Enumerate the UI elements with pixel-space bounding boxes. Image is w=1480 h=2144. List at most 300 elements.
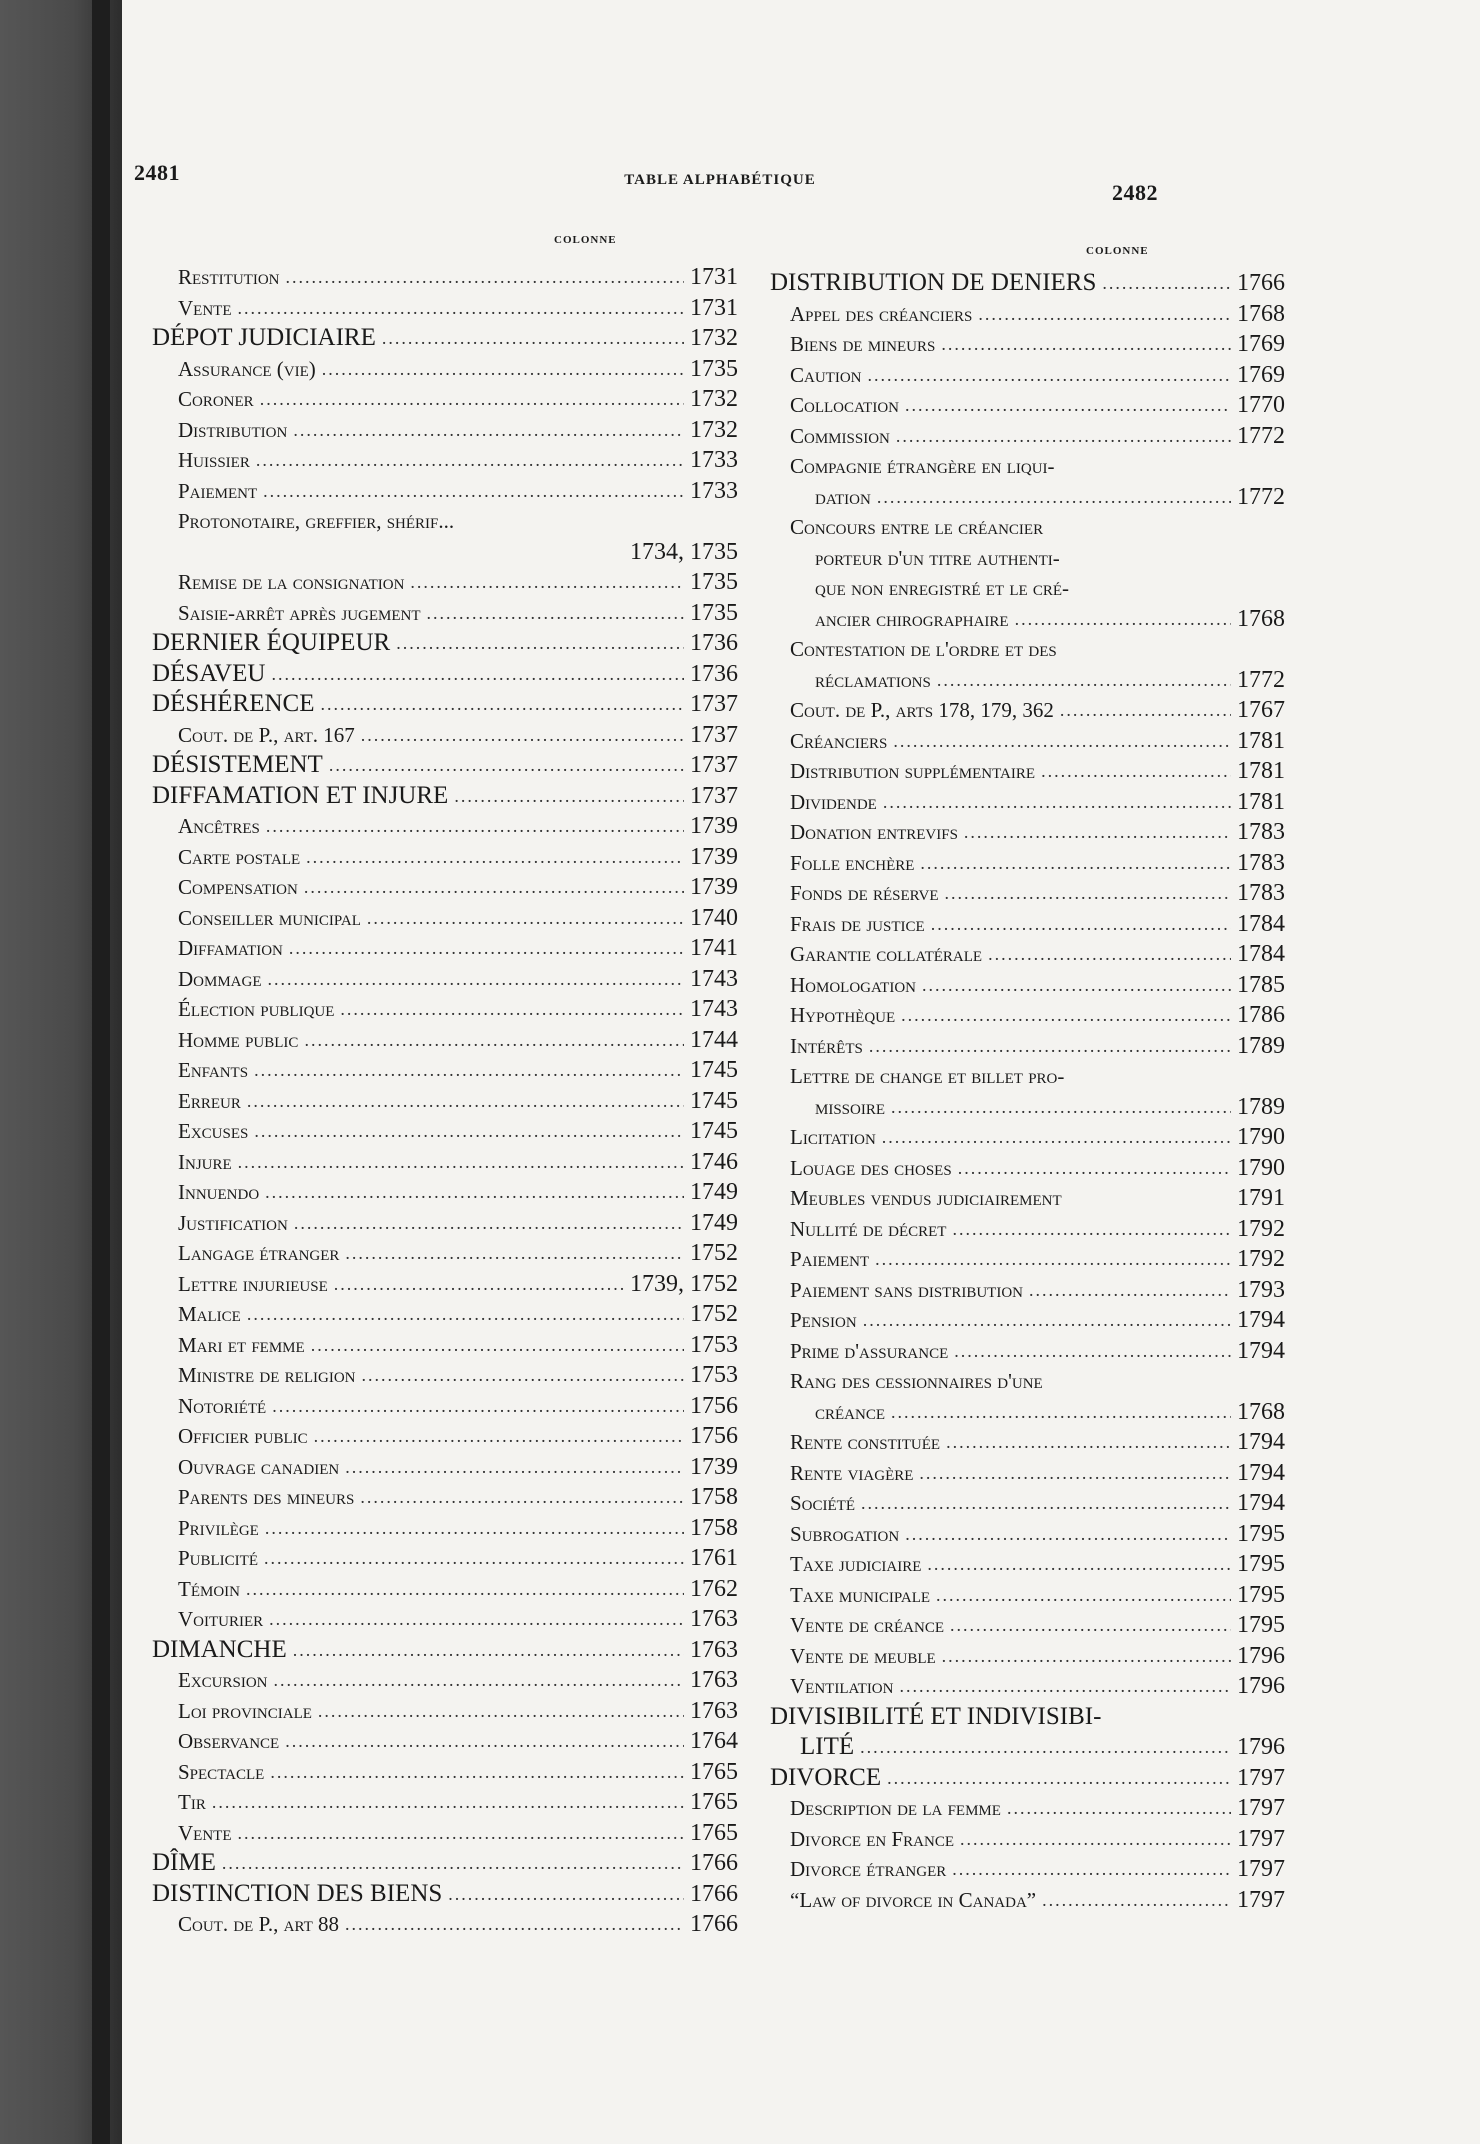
entry-column-number: 1783 [1237, 880, 1285, 906]
dot-leader [988, 939, 1231, 970]
entry-label: Voiturier [178, 1607, 264, 1631]
entry-column-number: 1797 [1237, 1825, 1285, 1852]
dot-leader [922, 970, 1231, 1001]
index-subentry [640, 1824, 1285, 1855]
entry-column-number: 1766 [690, 1880, 738, 1907]
dot-leader [919, 1458, 1231, 1489]
entry-label: Taxe judiciaire [790, 1552, 922, 1576]
entry-column-number: 1765 [690, 1758, 738, 1785]
dot-leader [868, 360, 1232, 391]
entry-column-number: 1737 [690, 691, 738, 717]
entry-column-number: 1745 [690, 1118, 738, 1144]
dot-leader [318, 1696, 684, 1727]
entry-column-number: 1784 [1237, 941, 1285, 967]
entry-column-number: 1739 [690, 1453, 738, 1480]
dot-leader [382, 323, 684, 354]
index-subentry [640, 909, 1285, 940]
index-subentry [640, 1305, 1285, 1336]
dot-leader [306, 842, 684, 873]
entry-label: Garantie collatérale [790, 942, 983, 966]
dot-leader [322, 354, 684, 385]
entry-column-number: 1734, 1735 [630, 538, 738, 565]
dot-leader [264, 1543, 684, 1574]
index-heading [640, 1763, 1285, 1794]
dot-leader [361, 1360, 684, 1391]
index-subentry [640, 1580, 1285, 1611]
entry-label: DISTINCTION DES BIENS [152, 1879, 443, 1907]
entry-label: DÉSHÉRENCE [152, 690, 315, 717]
dot-leader [263, 476, 684, 507]
dot-leader [270, 1757, 684, 1788]
index-subentry [640, 1031, 1285, 1062]
index-subentry [640, 451, 1285, 482]
entry-label: Dividende [790, 789, 877, 814]
dot-leader [978, 299, 1231, 330]
entry-label: Rente constituée [790, 1430, 941, 1454]
entry-label: Protonotaire, greffier, shérif... [178, 509, 455, 533]
dot-leader [360, 1482, 684, 1513]
entry-label: DÉSISTEMENT [152, 751, 323, 778]
entry-label: Collocation [790, 393, 899, 417]
entry-column-number: 1735 [690, 355, 738, 382]
index-subentry [640, 482, 1285, 513]
entry-label: DIVISIBILITÉ ET INDIVISIBI- [770, 1702, 1102, 1730]
entry-label: Louage des choses [790, 1155, 952, 1180]
entry-label: Mari et femme [178, 1332, 305, 1357]
entry-column-number: 1769 [1237, 331, 1285, 357]
entry-label: Langage étranger [178, 1241, 340, 1265]
dot-leader [265, 1177, 684, 1208]
dot-leader [340, 994, 684, 1025]
entry-label: Publicité [178, 1546, 258, 1570]
entry-label: Donation entrevifs [790, 820, 958, 844]
index-subentry [640, 939, 1285, 970]
entry-column-number: 1763 [690, 1606, 738, 1632]
entry-label: Concours entre le créancier [790, 515, 1044, 539]
index-subentry [640, 1885, 1285, 1916]
index-heading [640, 268, 1285, 299]
entry-label: Commission [790, 423, 890, 448]
entry-label: Tir [178, 1790, 206, 1814]
dot-leader [345, 1909, 684, 1940]
entry-label: DIVORCE [770, 1763, 882, 1791]
column-label-right: COLONNE [1086, 245, 1149, 257]
entry-column-number: 1736 [690, 660, 738, 687]
entry-column-number: 1753 [690, 1362, 738, 1388]
entry-column-number: 1791 [1237, 1185, 1285, 1211]
index-subentry [640, 299, 1285, 330]
entry-column-number: 1763 [690, 1667, 738, 1693]
dot-leader [246, 1574, 684, 1605]
dot-leader [293, 1635, 684, 1666]
entry-label: missoire [815, 1094, 886, 1119]
entry-label: DISTRIBUTION DE DENIERS [770, 269, 1097, 296]
entry-label: Licitation [790, 1125, 876, 1149]
index-subentry [640, 817, 1285, 848]
entry-label: Paiement [790, 1247, 870, 1271]
entry-column-number: 1794 [1237, 1337, 1285, 1364]
entry-column-number: 1731 [690, 294, 738, 321]
dot-leader [927, 1549, 1231, 1580]
entry-label: Huissier [178, 448, 250, 472]
index-subentry [640, 665, 1285, 696]
index-subentry [640, 878, 1285, 909]
entry-column-number: 1739, 1752 [630, 1270, 738, 1297]
index-subentry [640, 1214, 1285, 1245]
index-subentry [640, 1641, 1285, 1672]
entry-column-number: 1745 [690, 1087, 738, 1114]
entry-column-number: 1732 [690, 416, 738, 443]
entry-column-number: 1731 [690, 264, 738, 290]
entry-column-number: 1756 [690, 1423, 738, 1449]
entry-label: Diffamation [178, 936, 283, 960]
index-subentry [640, 848, 1285, 879]
index-heading [640, 1702, 1285, 1733]
dot-leader [268, 964, 684, 995]
entry-label: Créanciers [790, 728, 888, 753]
entry-label: Conseiller municipal [178, 905, 361, 930]
entry-column-number: 1769 [1237, 361, 1285, 388]
dot-leader [877, 482, 1231, 513]
entry-column-number: 1768 [1237, 300, 1285, 327]
entry-column-number: 1789 [1237, 1093, 1285, 1120]
entry-label: Vente [178, 295, 232, 320]
entry-label: Frais de justice [790, 911, 925, 936]
dot-leader [311, 1330, 684, 1361]
dot-leader [289, 933, 684, 964]
dot-leader [293, 415, 684, 446]
index-heading [640, 1732, 1285, 1763]
entry-column-number: 1740 [690, 904, 738, 931]
entry-label: créance [815, 1399, 886, 1424]
page-number-left: 2481 [134, 160, 180, 185]
dot-leader [286, 262, 685, 293]
dot-leader [905, 390, 1231, 421]
dot-leader [952, 1854, 1231, 1885]
index-subentry [640, 421, 1285, 452]
entry-label: Rang des cessionnaires d'une [790, 1369, 1043, 1393]
dot-leader [238, 1818, 685, 1849]
dot-leader [1102, 268, 1231, 299]
dot-leader [1041, 756, 1231, 787]
dot-leader [942, 1641, 1231, 1672]
entry-column-number: 1797 [1237, 1795, 1285, 1821]
entry-column-number: 1770 [1237, 392, 1285, 418]
entry-label: Remise de la consignation [178, 570, 405, 594]
entry-column-number: 1768 [1237, 605, 1285, 632]
entry-column-number: 1739 [690, 874, 738, 900]
index-subentry [640, 1549, 1285, 1580]
entry-column-number: 1796 [1237, 1734, 1285, 1760]
entry-label: Distribution supplémentaire [790, 759, 1036, 783]
entry-column-number: 1746 [690, 1148, 738, 1175]
entry-column-number: 1797 [1237, 1886, 1285, 1913]
dot-leader [238, 1147, 684, 1178]
entry-label: DÎME [152, 1849, 216, 1876]
entry-label: porteur d'un titre authenti- [815, 545, 1060, 570]
dot-leader [887, 1763, 1231, 1794]
entry-label: Erreur [178, 1088, 241, 1113]
dot-leader [891, 1397, 1231, 1428]
entry-label: DÉSAVEU [152, 659, 266, 687]
entry-column-number: 1743 [690, 965, 738, 992]
dot-leader [950, 1610, 1231, 1641]
entry-column-number: 1763 [690, 1697, 738, 1724]
entry-column-number: 1792 [1237, 1215, 1285, 1242]
index-subentry [640, 1458, 1285, 1489]
index-subentry [640, 1671, 1285, 1702]
entry-column-number: 1790 [1237, 1154, 1285, 1181]
entry-label: Intérêts [790, 1033, 863, 1058]
entry-label: Fonds de réserve [790, 881, 939, 905]
entry-label: Société [790, 1491, 855, 1515]
entry-column-number: 1794 [1237, 1490, 1285, 1516]
dot-leader [958, 1153, 1231, 1184]
dot-leader [212, 1787, 684, 1818]
dot-leader [321, 689, 685, 720]
dot-leader [254, 1116, 684, 1147]
dot-leader [294, 1208, 684, 1239]
entry-label: Paiement [178, 478, 258, 503]
index-subentry [640, 756, 1285, 787]
entry-column-number: 1766 [1237, 270, 1285, 296]
dot-leader [247, 1086, 684, 1117]
entry-label: Compagnie étrangère en liqui- [790, 454, 1055, 478]
entry-label: Notoriété [178, 1393, 267, 1418]
dot-leader [269, 1604, 684, 1635]
entry-label: Spectacle [178, 1759, 265, 1784]
dot-leader [905, 1519, 1231, 1550]
dot-leader [964, 817, 1231, 848]
entry-label: Caution [790, 362, 862, 387]
entry-column-number: 1797 [1237, 1764, 1285, 1791]
entry-column-number: 1756 [690, 1392, 738, 1419]
entry-column-number: 1794 [1237, 1307, 1285, 1333]
entry-label: Pension [790, 1308, 857, 1332]
entry-label: Taxe municipale [790, 1582, 931, 1607]
entry-label: Homologation [790, 972, 916, 997]
entry-label: DIFFAMATION ET INJURE [152, 781, 449, 809]
index-subentry [640, 360, 1285, 391]
page-number-right: 2482 [1112, 180, 1158, 205]
entry-column-number: 1772 [1237, 666, 1285, 693]
entry-label: Compensation [178, 875, 298, 899]
entry-column-number: 1763 [690, 1636, 738, 1663]
dot-leader [314, 1421, 684, 1452]
entry-column-number: 1785 [1237, 971, 1285, 998]
entry-label: Divorce en France [790, 1826, 955, 1851]
entry-column-number: 1739 [690, 843, 738, 870]
entry-column-number: 1737 [690, 782, 738, 809]
entry-column-number: 1762 [690, 1575, 738, 1602]
index-subentry [640, 1336, 1285, 1367]
entry-column-number: 1784 [1237, 910, 1285, 937]
dot-leader [266, 811, 684, 842]
dot-leader [954, 1336, 1231, 1367]
entry-label: Loi provinciale [178, 1698, 312, 1723]
entry-label: Vente de créance [790, 1613, 944, 1637]
entry-label: Parents des mineurs [178, 1485, 355, 1509]
index-subentry [640, 1061, 1285, 1092]
dot-leader [891, 1092, 1231, 1123]
entry-label: Assurance (vie) [178, 356, 316, 381]
index-subentry [640, 1000, 1285, 1031]
dot-leader [899, 1671, 1231, 1702]
entry-column-number: 1789 [1237, 1032, 1285, 1059]
entry-label: Hypothèque [790, 1003, 896, 1027]
index-subentry [640, 1092, 1285, 1123]
entry-label: Restitution [178, 265, 280, 289]
dot-leader [361, 720, 684, 751]
entry-label: Nullité de décret [790, 1216, 947, 1241]
dot-leader [875, 1244, 1231, 1275]
entry-column-number: 1795 [1237, 1551, 1285, 1577]
entry-label: Officier public [178, 1424, 308, 1448]
entry-column-number: 1749 [690, 1179, 738, 1205]
entry-label: Meubles vendus judiciairement [790, 1186, 1062, 1210]
dot-leader [893, 726, 1231, 757]
entry-label: Subrogation [790, 1521, 900, 1546]
entry-column-number: 1768 [1237, 1398, 1285, 1425]
dot-leader [1029, 1275, 1231, 1306]
entry-column-number: 1764 [690, 1728, 738, 1754]
entry-label: Malice [178, 1302, 241, 1326]
entry-column-number: 1741 [690, 935, 738, 961]
entry-column-number: 1795 [1237, 1612, 1285, 1638]
entry-column-number: 1749 [690, 1209, 738, 1236]
entry-column-number: 1783 [1237, 849, 1285, 876]
dot-leader [304, 1025, 684, 1056]
column-label-left: COLONNE [554, 234, 617, 246]
dot-leader [367, 903, 684, 934]
dot-leader [1042, 1885, 1231, 1916]
entry-column-number: 1772 [1237, 483, 1285, 510]
index-subentry [640, 1427, 1285, 1458]
entry-column-number: 1733 [690, 447, 738, 473]
dot-leader [271, 659, 684, 690]
entry-label: réclamations [815, 667, 931, 692]
entry-column-number: 1745 [690, 1057, 738, 1083]
entry-column-number: 1752 [690, 1240, 738, 1266]
index-subentry [640, 329, 1285, 360]
entry-column-number: 1752 [690, 1301, 738, 1327]
dot-leader [222, 1848, 684, 1879]
dot-leader [345, 1452, 684, 1483]
index-subentry [640, 970, 1285, 1001]
entry-column-number: 1790 [1237, 1124, 1285, 1150]
dot-leader [329, 750, 684, 781]
dot-leader [334, 1269, 624, 1300]
entry-column-number: 1737 [690, 752, 738, 778]
entry-label: que non enregistré et le cré- [815, 576, 1070, 600]
dot-leader [861, 1488, 1231, 1519]
index-subentry [640, 1397, 1285, 1428]
entry-label: Appel des créanciers [790, 301, 973, 326]
entry-label: Carte postale [178, 844, 301, 869]
dot-leader [860, 1732, 1231, 1763]
entry-column-number: 1795 [1237, 1581, 1285, 1608]
index-subentry [640, 1122, 1285, 1153]
entry-label: Témoin [178, 1576, 240, 1601]
dot-leader [920, 848, 1231, 879]
index-subentry [640, 695, 1285, 726]
entry-label: Ventilation [790, 1674, 894, 1698]
entry-label: Enfants [178, 1058, 249, 1082]
entry-label: Ancêtres [178, 814, 260, 838]
index-subentry [640, 1488, 1285, 1519]
entry-column-number: 1796 [1237, 1642, 1285, 1669]
dot-leader [272, 1391, 684, 1422]
index-subentry [640, 543, 1285, 574]
index-subentry [640, 604, 1285, 635]
dot-leader [960, 1824, 1231, 1855]
entry-column-number: 1735 [690, 569, 738, 595]
index-subentry [640, 1519, 1285, 1550]
dot-leader [901, 1000, 1231, 1031]
index-subentry [640, 726, 1285, 757]
dot-leader [936, 1580, 1231, 1611]
entry-label: dation [815, 484, 871, 509]
dot-leader [345, 1238, 684, 1269]
entry-label: Vente de meuble [790, 1643, 936, 1668]
entry-column-number: 1743 [690, 996, 738, 1022]
dot-leader [937, 665, 1231, 696]
index-subentry [640, 1793, 1285, 1824]
dot-leader [265, 1513, 684, 1544]
entry-label: Excursion [178, 1668, 268, 1692]
dot-leader [883, 787, 1231, 818]
entry-label: Injure [178, 1149, 232, 1174]
entry-label: Justification [178, 1210, 288, 1235]
entry-column-number: 1795 [1237, 1520, 1285, 1547]
entry-column-number: 1772 [1237, 422, 1285, 449]
entry-label: Innuendo [178, 1180, 260, 1204]
entry-column-number: 1796 [1237, 1673, 1285, 1699]
entry-label: Distribution [178, 417, 288, 442]
entry-label: Élection publique [178, 997, 335, 1021]
entry-column-number: 1792 [1237, 1246, 1285, 1272]
entry-label: Cout. de P., art. 167 [178, 722, 355, 747]
entry-label: Divorce étranger [790, 1857, 947, 1881]
entry-column-number: 1765 [690, 1789, 738, 1815]
entry-label: Vente [178, 1820, 232, 1845]
entry-label: Prime d'assurance [790, 1338, 949, 1363]
entry-label: Folle enchère [790, 850, 915, 875]
index-subentry [640, 1153, 1285, 1184]
entry-column-number: 1766 [690, 1850, 738, 1876]
entry-label: DÉPOT JUDICIAIRE [152, 324, 376, 351]
dot-leader [260, 384, 684, 415]
entry-column-number: 1753 [690, 1331, 738, 1358]
entry-column-number: 1793 [1237, 1276, 1285, 1303]
entry-column-number: 1781 [1237, 727, 1285, 754]
entry-column-number: 1733 [690, 477, 738, 504]
dot-leader [254, 1055, 684, 1086]
entry-column-number: 1766 [690, 1911, 738, 1937]
entry-label: Cout. de P., arts 178, 179, 362 [790, 698, 1054, 722]
entry-column-number: 1797 [1237, 1856, 1285, 1882]
running-head: TABLE ALPHABÉTIQUE [624, 172, 816, 188]
dot-leader [863, 1305, 1231, 1336]
entry-label: Rente viagère [790, 1460, 914, 1485]
entry-label: LITÉ [800, 1733, 855, 1760]
dot-leader [945, 878, 1232, 909]
index-subentry [640, 634, 1285, 665]
entry-column-number: 1737 [690, 721, 738, 748]
index-subentry [640, 1244, 1285, 1275]
index-subentry [640, 512, 1285, 543]
entry-label: Dommage [178, 966, 262, 991]
